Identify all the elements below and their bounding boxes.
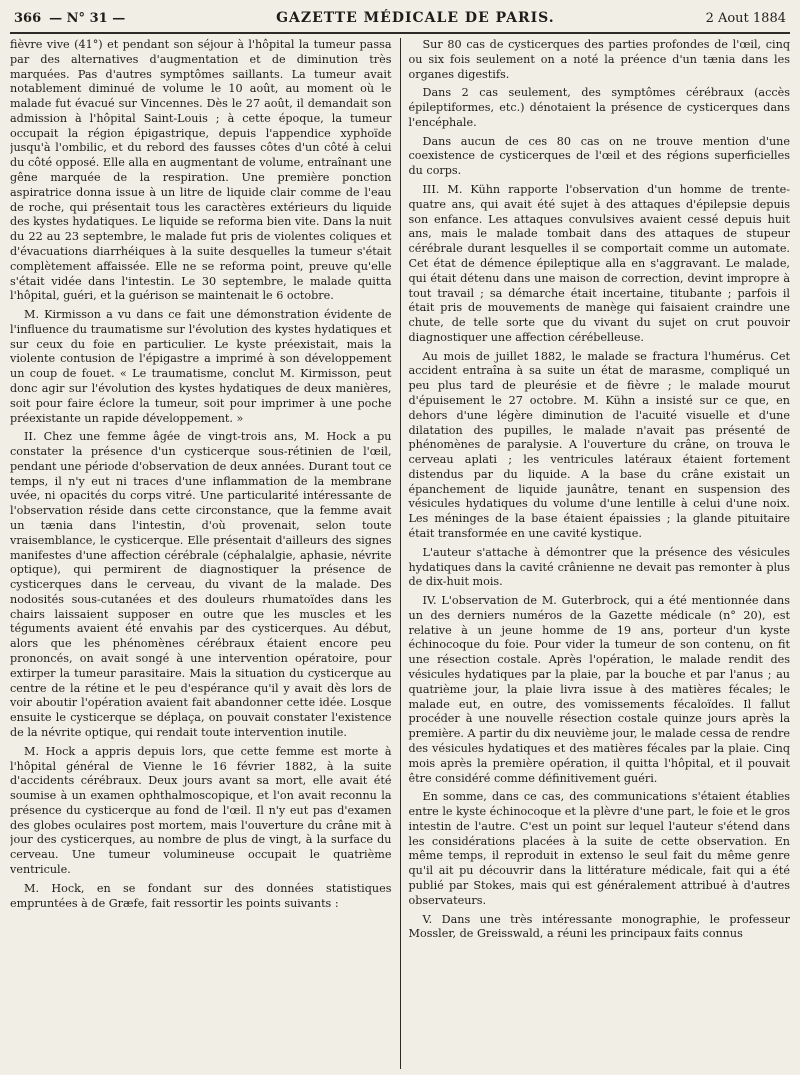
paragraph: M. Hock, en se fondant sur des données statistiques empruntées à de Græfe, fait ressortir les points suivants : [10, 881, 392, 910]
paragraph: Dans 2 cas seulement, des symptômes cérébraux (accès épileptiformes, etc.) dénotaient la présence de cysticerques dans l'encéphale. [408, 86, 790, 129]
paragraph: IV. L'observation de M. Guterbrock, qui a été mentionnée dans un des derniers numéros de la Gazette médicale (n° 20), est relative à un jeune homme de 19 ans, porteur d'un kyste échinocoque du foie. Pour vider la tumeur de son contenu, on fit une résection costale. Après l'opération, le malade rendit des vésicules hydatiques par la plaie, par la bouche et par l'anus ; au quatrième jour, la plaie livra issue à des matières fécales; le malade eut, en outre, des vomissements fécaloïdes. Il fallut procéder à une nouvelle résection costale quinze jours après la première. A partir du dix neuvième jour, le malade cessa de rendre des vésicules hydatiques et des matières fécales par la plaie. Cinq mois après la première opération, il quitta l'hôpital, et il pouvait être considéré comme définitivement guéri. [408, 594, 790, 785]
right-column [401, 38, 791, 1069]
paragraph: Dans aucun de ces 80 cas on ne trouve mention d'une coexistence de cysticerques de l'œil et des régions superficielles du corps. [408, 134, 790, 178]
paragraph: fièvre vive (41°) et pendant son séjour à l'hôpital la tumeur passa par des alternatives d'augmentation et de diminution très marquées. Pas d'autres symptômes saillants. La tumeur avait notablement diminué de volume le 10 août, au moment où le malade fut évacué sur Vincennes. Dès le 27 août, il demandait son admission à l'hôpital Saint-Louis ; à cette époque, la tumeur occupait la région épigastrique, depuis l'appendice xyphoïde jusqu'à l'ombilic, et du rebord des fausses côtes d'un côté à celui du côté opposé. Elle alla en augmentant de volume, entraînant une gêne marquée de la respiration. Une première ponction aspiratrice donna issue à un litre de liquide clair comme de l'eau de roche, qui présentait tous les caractères extérieurs du liquide des kystes hydatiques. Le liquide se reforma bien vite. Dans la nuit du 22 au 23 septembre, le malade fut pris de violentes coliques et d'évacuations diarrhéiques à la suite desquelles la tumeur s'était complètement affaissée. Elle ne se reforma point, preuve qu'elle s'était vidée dans l'intestin. Le 30 septembre, le malade quitta l'hôpital, guéri, et la guérison se maintenait le 6 octobre. [10, 38, 392, 303]
paragraph: III. M. Kühn rapporte l'observation d'un homme de trente-quatre ans, qui avait été sujet à des attaques d'épilepsie depuis son enfance. Les attaques convulsives avaient cessé depuis huit ans, mais le malade tombait dans des attaques de stupeur cérébrale durant lesquelles il se comportait comme un automate. Cet état de démence épileptique alla en s'aggravant. Le malade, qui était détenu dans une maison de correction, devint impropre à tout travail ; sa démarche était incertaine, titubante ; parfois il était pris de mouvements de manège qui faisaient craindre une chute, de telle sorte que du vivant du sujet on crut pouvoir diagnostiquer une affection cérébelleuse. [408, 183, 790, 344]
paragraph: L'auteur s'attache à démontrer que la présence des vésicules hydatiques dans la cavité crânienne ne devait pas remonter à plus de dix-huit mois. [408, 545, 790, 589]
header-left [14, 11, 125, 26]
page-number: 366 [14, 10, 42, 26]
text-columns [10, 38, 790, 1069]
paragraph: En somme, dans ce cas, des communications s'étaient établies entre le kyste échinocoque et la plèvre d'une part, le foie et le gros intestin de l'autre. C'est un point sur lequel l'auteur s'étend dans les considérations placées à la suite de cette observation. En même temps, il reproduit in extenso le seul fait du même genre qu'il ait pu découvrir dans la littérature médicale, fait qui a été publié par Stokes, mais qui est généralement attribué à d'autres observateurs. [408, 790, 790, 907]
paragraph: II. Chez une femme âgée de vingt-trois ans, M. Hock a pu constater la présence d'un cysticerque sous-rétinien de l'œil, pendant une période d'observation de deux années. Durant tout ce temps, il n'y eut ni traces d'une inflammation de la membrane uvée, ni opacités du corps vitré. Une particularité intéressante de l'observation réside dans cette circonstance, que la femme avait un tænia dans l'intestin, d'où provenait, selon toute vraisemblance, le cysticerque. Elle présentait d'ailleurs des signes manifestes d'une affection cérébrale (céphalalgie, aphasie, névrite optique), qui permirent de diagnostiquer la présence de cysticerques dans le cerveau, du vivant de la malade. Des nodosités sous-cutanées et des douleurs rhumatoïdes dans les chairs laissaient supposer en outre que les muscles et les téguments avaient été envahis par des cysticerques. Au début, alors que les phénomènes cérébraux étaient encore peu prononcés, on avait songé à une intervention opératoire, pour extirper la tumeur parasitaire. Mais la situation du cysticerque au centre de la rétine et le peu d'espérance qu'il y avait dès lors de voir aboutir l'opération avaient fait abandonner cette idée. Losque ensuite le cysticerque se déplaça, on pouvait constater l'existence de la névrite optique, qui rendait toute intervention inutile. [10, 430, 392, 739]
paragraph: V. Dans une très intéressante monographie, le professeur Mossler, de Greisswald, a réuni les principaux faits connus [408, 912, 790, 941]
journal-title: GAZETTE MÉDICALE DE PARIS. [276, 10, 555, 26]
issue-date: 2 Aout 1884 [705, 10, 786, 26]
header-rule [10, 32, 790, 34]
paragraph: M. Kirmisson a vu dans ce fait une démonstration évidente de l'influence du traumatisme sur l'évolution des kystes hydatiques et sur ceux du foie en particulier. Le kyste préexistait, mais la violente contusion de l'épigastre a imprimé à son développement un coup de fouet. « Le traumatisme, conclut M. Kirmisson, peut donc agir sur l'évolution des kystes hydatiques de deux manières, soit pour faire éclore la tumeur, soit pour imprimer à une poche préexistante un rapide développement. » [10, 308, 392, 425]
paragraph: Sur 80 cas de cysticerques des parties profondes de l'œil, cinq ou six fois seulement on a noté la préence d'un tænia dans les organes digestifs. [408, 38, 790, 81]
left-column [10, 38, 401, 1069]
paragraph: Au mois de juillet 1882, le malade se fractura l'humérus. Cet accident entraîna à sa suite un état de marasme, compliqué un peu plus tard de pleurésie et de fièvre ; le malade mourut d'épuisement le 27 octobre. M. Kühn a insisté sur ce que, en dehors d'une légère diminution de l'acuité visuelle et d'une dilatation des pupilles, le malade n'avait pas présenté de phénomènes de paralysie. A l'ouverture du crâne, on trouva le cerveau aplati ; les ventricules latéraux étaient fortement distendus par du liquide. A la base du crâne existait un épanchement de liquide jaunâtre, tenant en suspension des vésicules hydatiques du volume d'une lentille à celui d'une noix. Les méninges de la base étaient épaissies ; la glande pituitaire était transformée en une cavité kystique. [408, 349, 790, 540]
page-header [14, 6, 786, 30]
paragraph: M. Hock a appris depuis lors, que cette femme est morte à l'hôpital général de Vienne le 16 février 1882, à la suite d'accidents cérébraux. Deux jours avant sa mort, elle avait été soumise à un examen ophthalmoscopique, et l'on avait reconnu la présence du cysticerque au fond de l'œil. Il n'y eut pas d'examen des globes oculaires post mortem, mais l'ouverture du crâne mit à jour des cysticerques, au nombre de plus de vingt, à la surface du cerveau. Une tumeur volumineuse occupait le quatrième ventricule. [10, 744, 392, 876]
issue-number: — N° 31 — [49, 10, 126, 26]
